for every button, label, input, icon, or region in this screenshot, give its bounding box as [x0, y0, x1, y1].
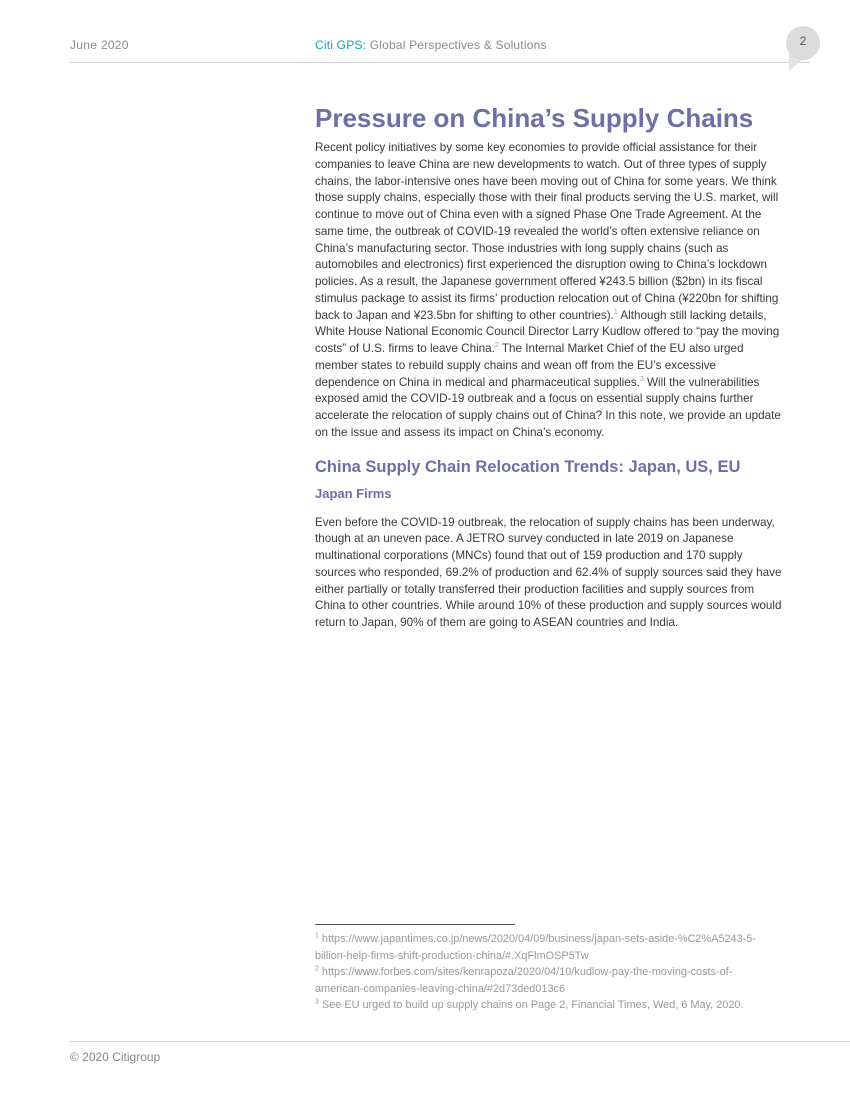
page-title: Pressure on China’s Supply Chains [315, 103, 754, 133]
subsection-heading: Japan Firms [315, 485, 392, 501]
footnote-1[interactable] [315, 931, 775, 964]
footnote-3-text: See EU urged to build up supply chains on Page 2, Financial Times, Wed, 6 May, 2020. [318, 999, 744, 1012]
intro-text-1: Recent policy initiatives by some key economies to provide official assistance for their companies to leave China are new developments to watch. Out of three types of supply chains, the labor-intensive ones have been moving out of China for some years. We think those supply chains, especially those with their final products serving the U.S. market, will continue to move out of China even with a signed Phase One Trade Agreement. At the same time, the outbreak of COVID-19 revealed the world’s often extensive reliance on China’s manufacturing sector. Those industries with long supply chains (such as automobiles and electronics) first experienced the disruption owing to China’s lockdown policies. As a result, the Japanese government offered ¥243.5 billion ($2bn) in its fiscal stimulus package to assist its firms’ production relocation out of China (¥220bn for shifting back to Japan and ¥23.5bn for shifting to other countries). [315, 141, 779, 322]
footnote-3 [315, 997, 775, 1014]
footer-copyright: © 2020 Citigroup [70, 1050, 161, 1064]
intro-text-4: Will the vulnerabilities exposed amid the COVID-19 outbreak and a focus on essential supply chains further accelerate the relocation of supply chains out of China? In this note, we provide an update on the issue and assess its impact on China’s economy. [315, 375, 781, 439]
intro-text-3: The Internal Market Chief of the EU also urged member states to rebuild supply chains and wean off from the EU’s excessive dependence on China in medical and pharmaceutical supplies. [315, 342, 744, 389]
footnote-1-number: 1 [315, 932, 319, 940]
brand-tagline: Global Perspectives & Solutions [369, 38, 547, 52]
footnotes [315, 931, 775, 1014]
footnote-2-text: https://www.forbes.com/sites/kenrapoza/2020/04/10/kudlow-pay-the-moving-costs-of-american-companies-leaving-china/#2d73ded013c6 [315, 966, 733, 995]
footnote-ref-3[interactable]: 3 [639, 375, 644, 383]
page-number-badge [785, 25, 821, 61]
section-heading: China Supply Chain Relocation Trends: Japan, US, EU [315, 457, 741, 476]
header-date: June 2020 [70, 38, 129, 52]
speech-bubble-icon [785, 25, 821, 73]
article-body [315, 100, 783, 632]
footnote-2[interactable] [315, 964, 775, 997]
footnote-1-text: https://www.japantimes.co.jp/news/2020/04/09/business/japan-sets-aside-%C2%A5243-5-billion-help-firms-shift-production-china/#.XqFlmOSP5Tw [315, 933, 756, 962]
japan-firms-paragraph: Even before the COVID-19 outbreak, the relocation of supply chains has been underway, though at an uneven pace. A JETRO survey conducted in late 2019 on Japanese multinational corporations (MNCs) found that out of 159 production and 170 supply sources who responded, 69.2% of production and 62.4% of supply sources said they have either partially or totally transferred their production facilities and supply sources from China to other countries. While around 10% of these production and supply sources would return to Japan, 90% of them are going to ASEAN countries and India. [315, 515, 782, 629]
footnote-divider [315, 924, 515, 925]
header-brand [315, 38, 547, 52]
brand-name: Citi GPS: [315, 38, 367, 52]
page-number: 2 [799, 34, 807, 48]
intro-text-2: Although still lacking details, White House National Economic Council Director Larry Kudlow offered to “pay the moving costs” of U.S. firms to leave China. [315, 308, 780, 355]
footnote-ref-2[interactable]: 2 [494, 342, 499, 350]
intro-paragraph [315, 140, 783, 442]
footnote-3-number: 3 [315, 998, 319, 1006]
header-divider [70, 62, 810, 63]
footer-divider [70, 1041, 850, 1042]
footnote-ref-1[interactable]: 1 [613, 308, 618, 316]
footnote-2-number: 2 [315, 965, 319, 973]
